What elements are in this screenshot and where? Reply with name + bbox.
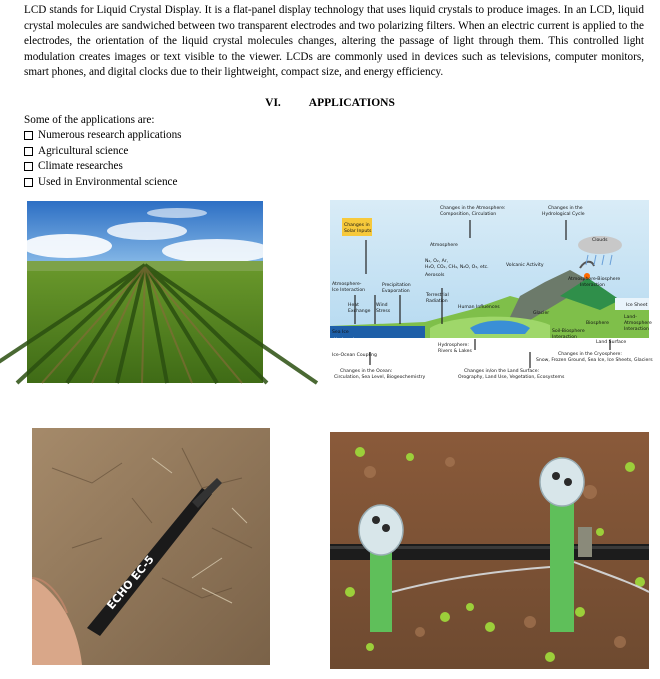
diagram-label: Changes in — [344, 223, 370, 228]
diagram-label: Stress — [376, 309, 391, 314]
checkbox-bullet-icon — [24, 178, 33, 187]
checkbox-bullet-icon — [24, 162, 33, 171]
list-item — [24, 175, 182, 191]
diagram-label: Circulation, Sea Level, Biogeochemistry — [334, 375, 426, 380]
diagram-label: Composition, Circulation — [440, 212, 497, 217]
intro-paragraph: LCD stands for Liquid Crystal Display. It is a flat-panel display technology that uses liquid crystals to produce images. In an LCD, liquid crystal molecules are sandwiched between two transparent electrodes and two polarizing filters. When an electric current is applied to the electrodes, the orientation of the liquid crystal molecules changes, altering the passage of light through them. This controlled light modulation creates images or text visible to the viewer. LCDs are commonly used in devices such as televisions, computer monitors, smart phones, and digital clocks due to their lightweight, compact size, and energy efficiency. — [24, 4, 644, 79]
diagram-label: Changes in the Ocean: — [340, 369, 393, 374]
diagram-label: Solar Inputs — [344, 229, 372, 234]
diagram-label: Sea Ice — [332, 330, 349, 335]
diagram-label: Rivers & Lakes — [438, 349, 472, 354]
checkbox-bullet-icon — [24, 147, 33, 156]
list-item-label: Used in Environmental science — [38, 175, 178, 188]
applications-intro: Some of the applications are: — [24, 114, 155, 126]
soil-sensor-photo — [32, 428, 270, 665]
diagram-label: Radiation — [426, 299, 448, 304]
checkbox-bullet-icon — [24, 131, 33, 140]
diagram-label: Atmosphere- — [332, 282, 362, 287]
diagram-label: Precipitation — [382, 283, 411, 288]
diagram-label: Glacier — [533, 311, 550, 316]
diagram-label: Interaction — [552, 335, 577, 340]
climate-system-diagram — [330, 200, 653, 389]
diagram-label: Ice-Ocean Coupling — [332, 353, 377, 358]
diagram-label: Hydrological Cycle — [542, 212, 585, 217]
diagram-label: Ice Sheet — [626, 303, 648, 308]
list-item-label: Climate researches — [38, 160, 123, 173]
diagram-label: Orography, Land Use, Vegetation, Ecosystems — [458, 375, 565, 380]
diagram-label: Changes in the Cryosphere: — [558, 352, 622, 357]
diagram-label: Wind — [376, 303, 388, 308]
field-sensor-photo — [330, 432, 649, 669]
list-item-label: Numerous research applications — [38, 129, 182, 141]
diagram-label: N₂, O₂, Ar, — [425, 259, 449, 264]
diagram-label: Land Surface — [596, 340, 627, 345]
diagram-label: Hydrosphere: — [438, 343, 469, 348]
list-item — [24, 128, 182, 144]
diagram-label: Interaction — [624, 327, 649, 332]
list-item — [24, 159, 182, 175]
diagram-label: Snow, Frozen Ground, Sea Ice, Ice Sheets, Glaciers — [536, 358, 653, 363]
diagram-label: Interaction — [580, 283, 605, 288]
diagram-label: Ocean — [334, 344, 349, 349]
diagram-label: H₂O, CO₂, CH₄, N₂O, O₃, etc. — [425, 265, 489, 270]
diagram-label: Changes in the Atmosphere: — [440, 206, 506, 211]
section-title: APPLICATIONS — [308, 97, 395, 109]
diagram-label: Volcanic Activity — [506, 263, 544, 268]
diagram-label: Evaporation — [382, 289, 410, 294]
diagram-label: Exchange — [348, 309, 371, 314]
diagram-label: Soil-Biosphere — [552, 329, 585, 334]
list-item-label: Agricultural science — [38, 144, 129, 157]
diagram-label: Clouds — [592, 238, 608, 243]
list-item — [24, 144, 182, 160]
applications-list — [24, 128, 182, 190]
diagram-label: Ice Interaction — [332, 288, 366, 293]
diagram-label: Atmosphere — [430, 243, 458, 248]
section-heading — [0, 97, 660, 109]
diagram-label: Heat — [348, 303, 359, 308]
diagram-label: Land- — [624, 315, 637, 320]
diagram-label: Aerosols — [425, 273, 445, 278]
diagram-label: Biosphere — [586, 321, 609, 326]
diagram-label: Human Influences — [458, 305, 500, 310]
diagram-label: Hydrosphere: — [334, 338, 365, 343]
vineyard-photo — [27, 201, 263, 383]
diagram-label: Changes in/on the Land Surface: — [464, 369, 540, 374]
diagram-label: Changes in the — [548, 206, 583, 211]
diagram-label: Atmosphere — [624, 321, 652, 326]
diagram-label: Terrestrial — [426, 293, 449, 298]
sensor-brand-label: ECHO EC-5 — [104, 552, 157, 612]
section-number: VI. — [265, 97, 281, 109]
diagram-label: Atmosphere-Biosphere — [568, 277, 621, 282]
